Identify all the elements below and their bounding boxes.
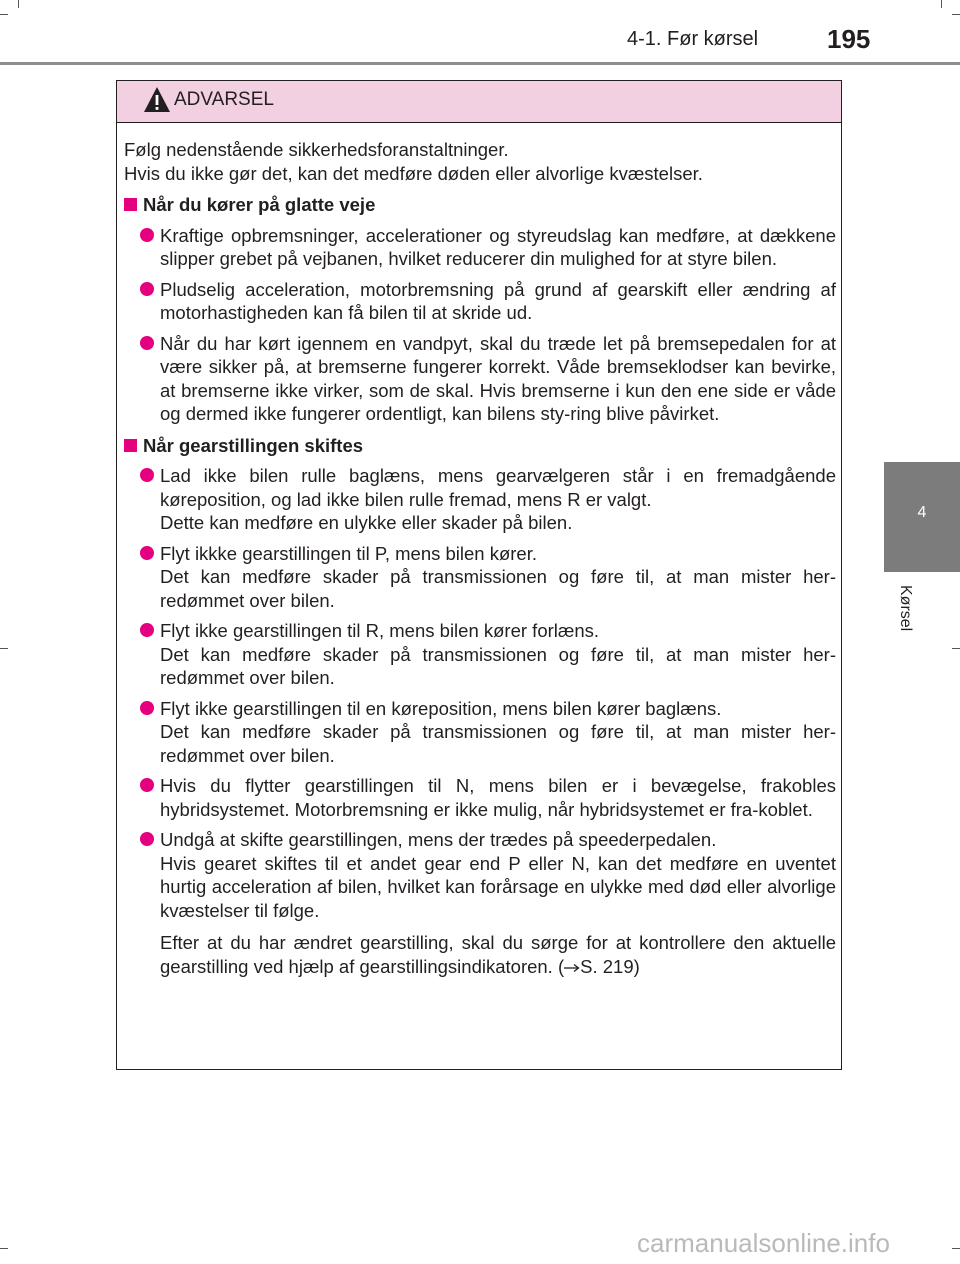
round-bullet-icon <box>140 832 154 846</box>
crop-mark <box>952 648 960 649</box>
warning-header <box>117 81 841 123</box>
crop-mark <box>0 648 8 649</box>
warning-body <box>124 138 836 978</box>
bullet-text: Flyt ikkke gearstillingen til P, mens bilen kører. <box>160 542 538 564</box>
bullet-item <box>124 697 836 768</box>
chapter-tab <box>884 462 960 572</box>
crop-mark <box>0 1248 8 1249</box>
round-bullet-icon <box>140 468 154 482</box>
bullet-text: Undgå at skifte gearstillingen, mens der trædes på speederpedalen. <box>160 829 717 850</box>
section-title: 4-1. Før kørsel <box>627 28 759 50</box>
round-bullet-icon <box>140 623 154 637</box>
round-bullet-icon <box>140 778 154 792</box>
arrow-right-icon <box>564 955 580 979</box>
watermark: carmanualsonline.info <box>637 1228 890 1258</box>
bullet-item <box>124 828 836 922</box>
chapter-number: 4 <box>917 504 927 521</box>
page-reference-link[interactable]: S. 219) <box>580 955 640 977</box>
round-bullet-icon <box>140 336 154 350</box>
bullet-text: Kraftige opbremsninger, accelerationer og styreudslag kan medføre, at dækkene slipper grebet på vejbanen, hvilket reducerer din mulighed for at styre bilen. <box>160 224 836 269</box>
crop-mark <box>952 1248 960 1249</box>
round-bullet-icon <box>140 546 154 560</box>
chapter-label: Kørsel <box>897 585 914 632</box>
bullet-item <box>124 464 836 535</box>
note-text: Efter at du har ændret gearstilling, skal du sørge for at kontrollere den aktuelle gearstilling ved hjælp af gearstillingsindikatoren. ( <box>160 932 836 977</box>
header-rule <box>0 62 960 65</box>
bullet-item <box>124 332 836 426</box>
bullet-item <box>124 278 836 325</box>
bullet-item <box>124 619 836 690</box>
bullet-text: Pludselig acceleration, motorbremsning på grund af gearskift eller ændring af motorhastigheden kan få bilen til at skride ud. <box>160 278 836 323</box>
section-heading-text: Når gearstillingen skiftes <box>143 434 364 456</box>
warning-title: ADVARSEL <box>174 89 274 110</box>
bullet-text: Det kan medføre skader på transmissionen og føre til, at man mister her-redømmet over bilen. <box>160 643 836 688</box>
bullet-item <box>124 224 836 271</box>
bullet-text: Flyt ikke gearstillingen til R, mens bilen kører forlæns. <box>160 620 600 641</box>
bullet-text: Hvis gearet skiftes til et andet gear end P eller N, kan det medføre en uventet hurtig acceleration af bilen, hvilket kan forårsage en ulykke med død eller alvorlige kvæstelser til følge. <box>160 852 836 921</box>
warning-box <box>116 80 842 1070</box>
bullet-text: Når du har kørt igennem en vandpyt, skal du træde let på bremsepedalen for at være sikker på, at bremserne fungerer korrekt. Våde bremseklodser kan bevirke, at bremserne ikke virker, som de skal. Hvis bremserne i kun den ene side er våde og dermed ikke fungerer ordentligt, kan bilens sty-ring blive påvirket. <box>160 332 836 424</box>
note-paragraph <box>124 931 836 978</box>
square-bullet-icon <box>124 198 137 211</box>
round-bullet-icon <box>140 228 154 242</box>
bullet-item <box>124 774 836 821</box>
bullet-text: Lad ikke bilen rulle baglæns, mens gearvælgeren står i en fremadgående køreposition, og lad ikke bilen rulle fremad, mens R er valgt. <box>160 465 836 510</box>
intro-line: Hvis du ikke gør det, kan det medføre døden eller alvorlige kvæstelser. <box>124 162 703 184</box>
bullet-text: Flyt ikke gearstillingen til en køreposition, mens bilen kører baglæns. <box>160 697 722 719</box>
page-number: 195 <box>827 24 871 54</box>
crop-mark <box>952 14 960 15</box>
round-bullet-icon <box>140 282 154 296</box>
crop-mark <box>941 0 942 8</box>
warning-intro <box>124 138 836 185</box>
bullet-text: Hvis du flytter gearstillingen til N, mens bilen er i bevægelse, frakobles hybridsystemet. Motorbremsning er ikke mulig, når hybridsystemet er fra-koblet. <box>160 775 836 820</box>
section-heading <box>124 434 836 458</box>
bullet-item <box>124 542 836 613</box>
bullet-text: Dette kan medføre en ulykke eller skader på bilen. <box>160 512 573 533</box>
crop-mark <box>0 14 8 15</box>
bullet-text: Det kan medføre skader på transmissionen og føre til, at man mister her-redømmet over bilen. <box>160 566 836 611</box>
round-bullet-icon <box>140 701 154 715</box>
bullet-text: Det kan medføre skader på transmissionen og føre til, at man mister her-redømmet over bilen. <box>160 721 836 766</box>
crop-mark <box>18 0 19 8</box>
warning-triangle-icon <box>143 86 171 114</box>
section-heading-text: Når du kører på glatte veje <box>143 194 376 215</box>
square-bullet-icon <box>124 439 137 452</box>
section-heading <box>124 193 836 217</box>
intro-line: Følg nedenstående sikkerhedsforanstaltninger. <box>124 139 509 160</box>
